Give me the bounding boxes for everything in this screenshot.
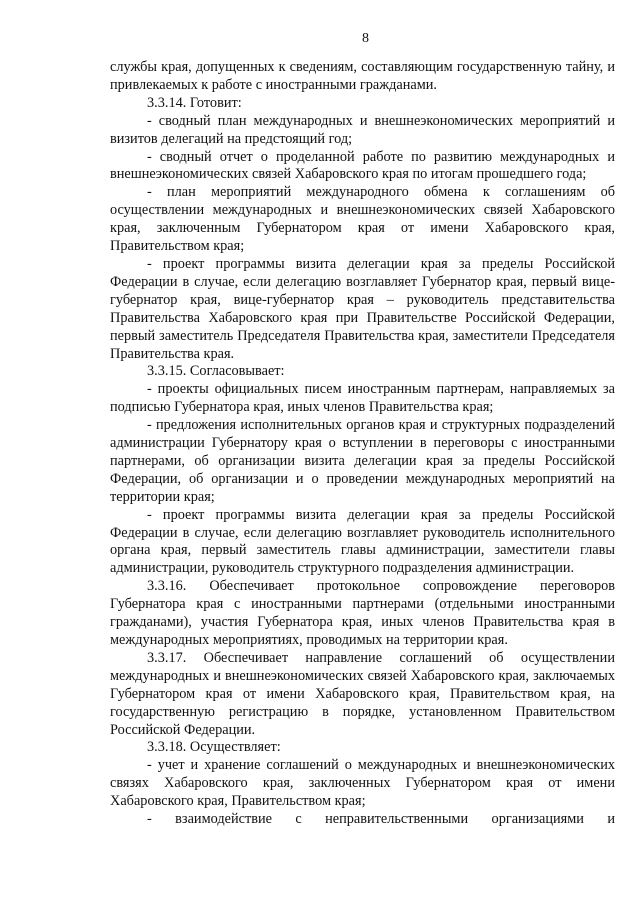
list-item-exchange-plan: - план мероприятий международного обмена к соглашениям об осуществлении международных и внешнеэкономических связей Хабаровского края, заключенным Губернатором края от имени Хабаровского края, Правительством края; [110,184,615,255]
list-item-agreements-storage: - учет и хранение соглашений о международных и внешнеэкономических связях Хабаровского края, заключенных Губернатором края от имени Хабаровского края, Правительством края; [110,757,615,810]
section-3-3-17: 3.3.17. Обеспечивает направление соглашений об осуществлении международных и внешнеэкономических связей Хабаровского края, заключаемых Губернатором края от имени Хабаровского края, Правительством края, на государственную регистрацию в порядке, установленном Правительством Российской Федерации. [110,649,615,738]
list-item-visit-program-draft: - проект программы визита делегации края за пределы Российской Федерации в случае, если делегацию возглавляет Губернатор края, первый вице-губернатор края, вице-губернатор края – руководитель представительства Правительства Хабаровского края при Правительстве Российской Федерации, первый заместитель Председателя Правительства края, заместители Председателя Правительства края. [110,255,615,362]
section-heading-3-3-18: 3.3.18. Осуществляет: [147,739,281,756]
section-heading-3-3-14: 3.3.14. Готовит: [147,94,242,111]
list-item-official-letters: - проекты официальных писем иностранным партнерам, направляемых за подписью Губернатора края, иных членов Правительства края; [110,381,615,416]
page-number: 8 [362,31,369,46]
section-3-3-16: 3.3.16. Обеспечивает протокольное сопровождение переговоров Губернатора края с иностранными партнерами (отдельными иностранными гражданами), участия Губернатора края, иных членов Правительства края в международных мероприятиях, проводимых на территории края. [110,578,615,648]
paragraph-continuation: службы края, допущенных к сведениям, составляющим государственную тайну, и привлекаемых к работе с иностранными гражданами. [110,59,615,93]
list-item-ngo-interaction: - взаимодействие с неправительственными организациями и [147,811,615,828]
document-page [110,30,615,829]
section-heading-3-3-15: 3.3.15. Согласовывает: [147,363,285,380]
list-item-summary-plan: - сводный план международных и внешнеэкономических мероприятий и визитов делегаций на предстоящий год; [110,112,615,147]
list-item-visit-program-approval: - проект программы визита делегации края за пределы Российской Федерации в случае, если делегацию возглавляет руководитель исполнительного органа края, первый заместитель главы администрации, заместители главы администрации, руководитель структурного подразделения администрации. [110,506,615,577]
list-item-summary-report: - сводный отчет о проделанной работе по развитию международных и внешнеэкономических связей Хабаровского края по итогам прошедшего года; [110,148,615,183]
list-item-proposals: - предложения исполнительных органов края и структурных подразделений администрации Губернатору края о вступлении в переговоры с иностранными партнерами, об организации визита делегации края за пределы Российской Федерации, об организации и о проведении международных мероприятий на территории края; [110,417,615,505]
